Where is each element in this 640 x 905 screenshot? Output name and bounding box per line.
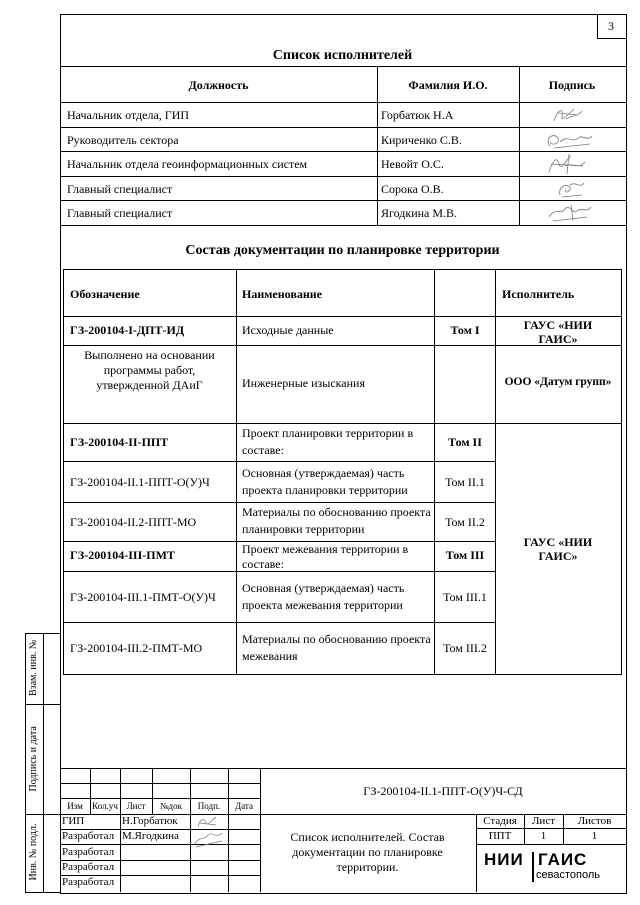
tb-doc-title: Список исполнителей. Состав документации по планировке территории. [290,830,445,874]
tb-col-header: Кол.уч [92,801,118,811]
doc-executor: ГАУС «НИИ ГАИС» [523,318,593,346]
doc-volume: Том II [448,435,482,449]
doc-designation: ГЗ-200104-III.1-ПМТ-О(У)Ч [70,590,216,604]
executors-header-position: Должность [188,78,249,92]
doc-name: Материалы по обоснованию проекта планировки территории [242,505,431,536]
executor-name: Сорока О.В. [381,182,444,196]
nii-gais-logo [480,850,620,888]
logo-gais: ГАИС [538,850,588,869]
tb-sheets: 1 [591,830,598,842]
tb-role: Разработал [62,846,115,858]
executor-position: Начальник отдела геоинформационных систем [67,157,308,171]
doc-designation: ГЗ-200104-III.2-ПМТ-МО [70,641,203,655]
tb-role-name: Н.Горбатюк [122,815,178,827]
executor-name: Кириченко С.В. [381,133,462,147]
doc-designation: ГЗ-200104-III-ПМТ [70,548,175,562]
doc-volume: Том II.2 [445,515,485,529]
logo-city: севастополь [536,869,600,881]
doc-designation: ГЗ-200104-II-ППТ [70,435,169,449]
tb-stage: ППТ [488,830,512,842]
doc-name: Проект межевания территории в составе: [242,542,409,571]
tb-doc-code: ГЗ-200104-II.1-ППТ-О(У)Ч-СД [363,784,523,798]
tb-role: ГИП [62,815,85,827]
logo-nii: НИИ [484,850,524,869]
tb-role: Разработал [62,861,115,873]
executor-position: Главный специалист [67,206,173,220]
doc-designation: ГЗ-200104-I-ДПТ-ИД [70,323,185,337]
handwritten-signature [548,103,588,127]
tb-sheet: 1 [540,830,547,842]
tb-col-header: Дата [235,801,253,811]
executor-position: Главный специалист [67,182,173,196]
executors-title: Список исполнителей [272,48,413,63]
doc-name: Исходные данные [242,323,334,337]
tb-col-header: №док [159,801,183,811]
doc-name: Основная (утверждаемая) часть проекта планировки территории [242,466,408,497]
executor-position: Руководитель сектора [67,133,179,147]
doc-volume: Том III.1 [443,590,487,604]
doc-designation: ГЗ-200104-II.2-ППТ-МО [70,515,197,529]
doc-header-designation: Обозначение [70,287,140,301]
handwritten-signature [192,829,226,849]
doc-name: Основная (утверждаемая) часть проекта межевания территории [242,581,405,612]
tb-role: Разработал [62,830,115,842]
tb-stage-header: Стадия [483,815,517,827]
tb-role: Разработал [62,876,115,888]
handwritten-signature [540,128,596,152]
doc-name: Проект планировки территории в составе: [242,426,414,457]
doc-header-name: Наименование [242,287,322,301]
tb-col-header: Лист [126,801,146,811]
doc-name: Материалы по обоснованию проекта межевания [242,632,431,663]
documentation-title: Состав документации по планировке территории [185,243,500,258]
executors-header-name: Фамилия И.О. [408,78,488,92]
tb-sheets-header: Листов [577,815,612,827]
tb-role-name: М.Ягодкина [122,830,179,842]
doc-volume: Том II.1 [445,475,485,489]
handwritten-signature [194,815,222,829]
doc-name: Инженерные изыскания [242,376,365,390]
executor-name: Ягодкина М.В. [381,206,458,220]
doc-volume: Том I [450,323,480,337]
executors-header-signature: Подпись [548,78,596,92]
doc-designation: Выполнено на основании программы работ, утвержденной ДАиГ [84,348,215,392]
tb-col-header: Изм [67,801,83,811]
doc-designation: ГЗ-200104-II.1-ППТ-О(У)Ч [70,475,210,489]
handwritten-signature [543,152,591,176]
page-number: 3 [608,19,614,33]
executor-name: Невойт О.С. [381,157,444,171]
tb-col-header: Подп. [197,801,221,811]
doc-header-executor: Исполнитель [502,287,575,301]
executor-position: Начальник отдела, ГИП [67,108,190,122]
executor-name: Горбатюк Н.А [381,108,454,122]
tb-sheet-header: Лист [531,815,556,827]
doc-volume: Том III [445,548,485,562]
doc-executor: ООО «Датум групп» [504,376,612,388]
doc-merged-executor: ГАУС «НИИ ГАИС» [523,535,593,563]
handwritten-signature [543,201,595,225]
handwritten-signature [552,177,588,201]
doc-volume: Том III.2 [443,641,487,655]
